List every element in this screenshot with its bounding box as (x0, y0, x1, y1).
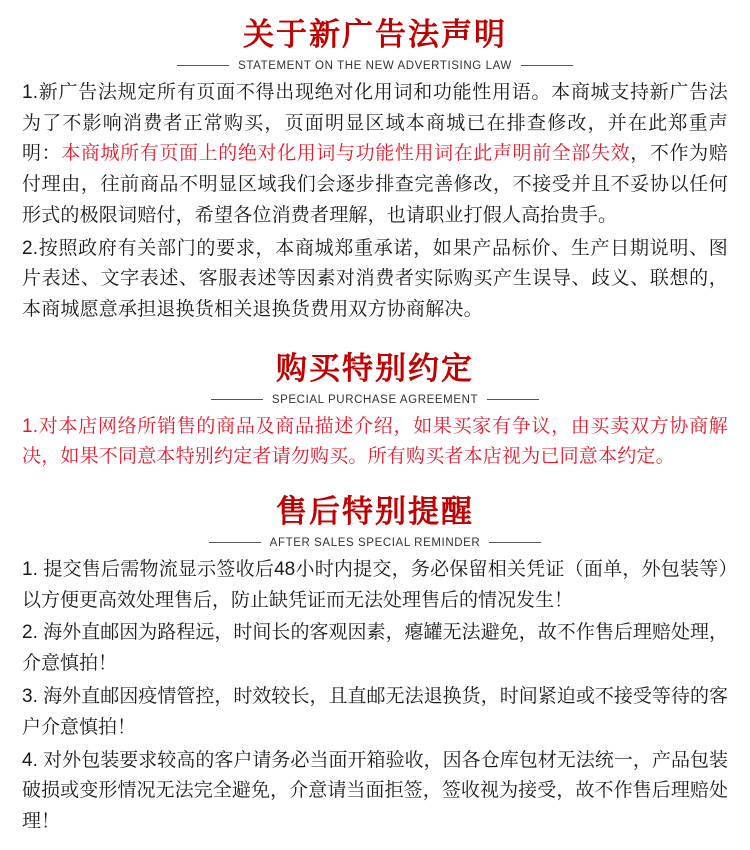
section-title: 关于新广告法声明 (243, 17, 507, 52)
section-subtitle-row (22, 60, 728, 72)
text-run-emphasis: 1.对本店网络所销售的商品及商品描述介绍，如果买家有争议，由买卖双方协商解决，如果不同意本特别约定者请勿购买。所有购买者本店视为已同意本约定。 (22, 415, 728, 468)
section-subtitle: STATEMENT ON THE NEW ADVERTISING LAW (238, 59, 512, 72)
text-run: 1.新广告法规定所有页面不得出现绝对化用词和功能性用语。本商城支持新广告法为了不影响消费者正常购买，页面明显区域本商城已在排查修改，并在此郑重声明： (22, 81, 728, 165)
text-run: 2. 海外直邮因为路程远，时间长的客观因素，瘪罐无法避免，故不作售后理赔处理，介意慎拍！ (22, 622, 728, 675)
paragraph (22, 618, 728, 680)
section-subtitle-row (22, 537, 728, 549)
divider-line-left (211, 399, 263, 400)
divider-line-right (487, 399, 539, 400)
section-after-sales (22, 493, 728, 838)
section-header (22, 16, 728, 72)
section-advertising-law (22, 16, 728, 326)
section-subtitle: SPECIAL PURCHASE AGREEMENT (271, 393, 479, 406)
text-run: 2.按照政府有关部门的要求，本商城郑重承诺，如果产品标价、生产日期说明、图片表述、文字表述、客服表述等因素对消费者实际购买产生误导、歧义、联想的，本商城愿意承担退换货相关退换货费用双方协商解决。 (22, 237, 728, 321)
text-run: 1. 提交售后需物流显示签收后48小时内提交，务必保留相关凭证（面单，外包装等）以方便更高效处理售后，防止缺凭证而无法处理售后的情况发生！ (22, 558, 728, 611)
section-header (22, 350, 728, 406)
paragraph (22, 682, 728, 744)
divider-line-right (489, 542, 541, 543)
divider-line-left (177, 65, 229, 66)
section-title: 购买特别约定 (276, 350, 474, 386)
paragraph (22, 412, 728, 474)
section-subtitle-row (22, 394, 728, 406)
paragraph (22, 78, 728, 232)
section-subtitle: AFTER SALES SPECIAL REMINDER (269, 536, 481, 549)
divider-line-right (521, 65, 573, 66)
paragraph (22, 746, 728, 838)
section-title: 售后特别提醒 (276, 494, 474, 530)
text-run: ，不作为赔付理由，往前商品不明显区域我们会逐步排查完善修改，不接受并且不妥协以任何形式的极限词赔付，希望各位消费者理解，也请职业打假人高抬贵手。 (22, 143, 728, 226)
section-purchase-agreement (22, 350, 728, 473)
text-run: 3. 海外直邮因疫情管控，时效较长，且直邮无法退换货，时间紧迫或不接受等待的客户介意慎拍！ (22, 685, 728, 738)
paragraph (22, 234, 728, 326)
paragraph (22, 555, 728, 617)
text-run: 4. 对外包装要求较高的客户请务必当面开箱验收，因各仓库包材无法统一，产品包装破损或变形情况无法完全避免，介意请当面拒签，签收视为接受，故不作售后理赔处理！ (22, 749, 728, 833)
text-run-emphasis: 本商城所有页面上的绝对化用词与功能性用词在此声明前全部失效 (61, 143, 631, 165)
divider-line-left (209, 542, 261, 543)
section-header (22, 493, 728, 549)
